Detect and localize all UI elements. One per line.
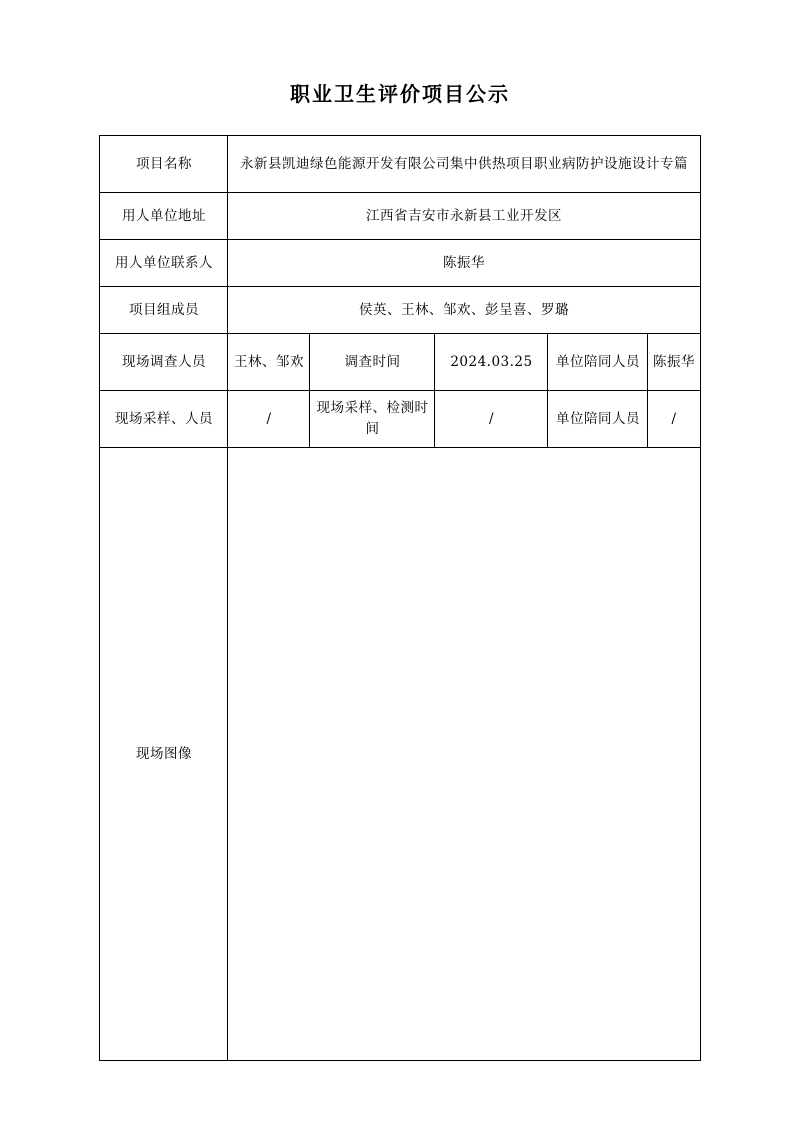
row-label-survey-time: 调查时间 xyxy=(310,334,435,391)
table-row xyxy=(100,193,700,240)
public-notice-table xyxy=(99,135,700,1061)
row-value-employer-contact: 陈振华 xyxy=(228,240,700,287)
row-label-site-images: 现场图像 xyxy=(100,448,228,1061)
table-row xyxy=(100,391,700,448)
table-row xyxy=(100,136,700,193)
page-title: 职业卫生评价项目公示 xyxy=(290,82,510,106)
table-row xyxy=(100,334,700,391)
row-label-survey-accompany: 单位陪同人员 xyxy=(548,334,648,391)
row-value-survey-time: 2024.03.25 xyxy=(435,334,548,391)
row-value-sampling-personnel: / xyxy=(228,391,310,448)
row-value-sampling-time: / xyxy=(435,391,548,448)
row-label-employer-contact: 用人单位联系人 xyxy=(100,240,228,287)
row-label-site-survey-personnel: 现场调查人员 xyxy=(100,334,228,391)
row-label-employer-address: 用人单位地址 xyxy=(100,193,228,240)
row-value-project-name: 永新县凯迪绿色能源开发有限公司集中供热项目职业病防护设施设计专篇 xyxy=(228,136,700,193)
row-value-site-images xyxy=(228,448,700,1061)
row-value-survey-accompany: 陈振华 xyxy=(648,334,700,391)
row-value-project-team: 侯英、王林、邹欢、彭呈喜、罗璐 xyxy=(228,287,700,334)
table-row xyxy=(100,287,700,334)
row-label-sampling-time: 现场采样、检测时间 xyxy=(310,391,435,448)
row-value-employer-address: 江西省吉安市永新县工业开发区 xyxy=(228,193,700,240)
row-label-sampling-personnel: 现场采样、人员 xyxy=(100,391,228,448)
row-value-site-survey-personnel: 王林、邹欢 xyxy=(228,334,310,391)
document-page xyxy=(0,78,800,1143)
row-label-project-team: 项目组成员 xyxy=(100,287,228,334)
row-label-sampling-accompany: 单位陪同人员 xyxy=(548,391,648,448)
row-value-sampling-accompany: / xyxy=(648,391,700,448)
table-row xyxy=(100,448,700,1061)
table-row xyxy=(100,240,700,287)
row-label-project-name: 项目名称 xyxy=(100,136,228,193)
